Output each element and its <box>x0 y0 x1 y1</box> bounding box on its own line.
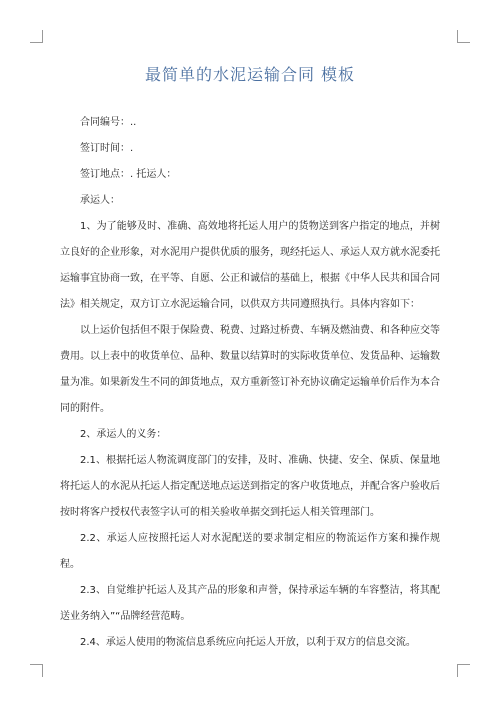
paragraph-2: 以上运价包括但不限于保险费、税费、过路过桥费、车辆及燃油费、和各种应交等费用。以上表中的收货单位、品种、数量以结算时的实际收货单位、发货品种、运输数量为准。如果新发生不同的卸货地点，双方重新签订补充协议确定运输单价后作为本合同的附件。 <box>60 325 440 414</box>
paragraph-1: 1、为了能够及时、准确、高效地将托运人用户的货物送到客户指定的地点，并树立良好的企业形象，对水泥用户提供优质的服务，现经托运人、承运人双方就水泥委托运输事宜协商一致，在平等、自愿、公正和诚信的基础上，根据《中华人民共和国合同法》相关规定，双方订立水泥运输合同，以供双方共同遵照执行。具体内容如下： <box>60 221 440 310</box>
paragraph-2-4: 2.4、承运人使用的物流信息系统应向托运人开放，以利于双方的信息交流。 <box>80 637 416 648</box>
field-contract-no: 合同编号：.. <box>80 117 137 128</box>
field-sign-time: 签订时间：. <box>80 143 134 154</box>
document-body <box>60 110 440 656</box>
document-title: 最简单的水泥运输合同 模板 <box>144 65 356 84</box>
field-sign-place: 签订地点：. 托运人： <box>80 169 177 180</box>
section-heading-2: 2、承运人的义务： <box>80 429 167 440</box>
crop-mark-bottom-left <box>30 664 43 677</box>
crop-mark-top-right <box>457 30 470 43</box>
crop-mark-bottom-right <box>457 664 470 677</box>
field-carrier: 承运人： <box>80 195 120 206</box>
paragraph-2-1: 2.1、根据托运人物流调度部门的安排，及时、准确、快捷、安全、保质、保量地将托运人的水泥从托运人指定配送地点运送到指定的客户收货地点，并配合客户验收后按时将客户授权代表签字认可的相关验收单据交到托运人相关管理部门。 <box>60 455 440 518</box>
crop-mark-top-left <box>30 30 43 43</box>
paragraph-2-2: 2.2、承运人应按照托运人对水泥配送的要求制定相应的物流运作方案和操作规程。 <box>60 533 440 570</box>
paragraph-2-3: 2.3、自觉维护托运人及其产品的形象和声誉，保持承运车辆的车容整洁，将其配送业务纳入”“品牌经营范畴。 <box>60 585 440 622</box>
